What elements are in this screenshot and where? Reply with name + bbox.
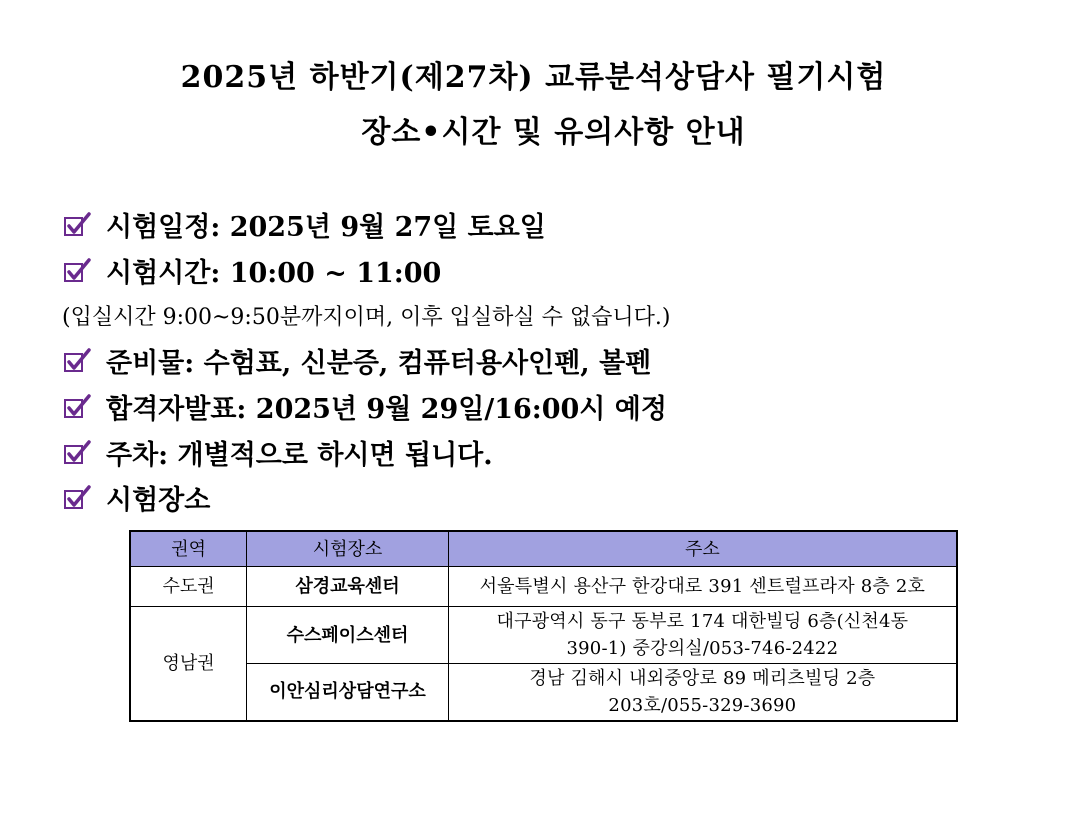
item-parking <box>62 432 493 472</box>
item-results <box>62 386 667 426</box>
checkbox-check-icon <box>62 255 92 285</box>
region-cell: 영남권 <box>130 607 247 721</box>
item-exam-time <box>62 250 441 290</box>
table-row <box>130 567 957 607</box>
address-line: 203호/055-329-3690 <box>608 694 797 716</box>
item-supplies <box>62 340 651 380</box>
checkbox-check-icon <box>62 437 92 467</box>
title-line-2: 장소•시간 및 유의사항 안내 <box>361 115 746 150</box>
exam-date-text: 시험일정: 2025년 9월 27일 토요일 <box>106 211 546 243</box>
venue-heading-text: 시험장소 <box>106 484 211 516</box>
header-venue: 시험장소 <box>247 531 449 567</box>
region-cell: 수도권 <box>130 567 247 607</box>
parking-text: 주차: 개별적으로 하시면 됩니다. <box>106 439 493 471</box>
address-line: 390-1) 중강의실/053-746-2422 <box>566 638 839 659</box>
address-line: 대구광역시 동구 동부로 174 대한빌딩 6층(신천4동 <box>496 611 909 632</box>
address-cell <box>448 567 957 607</box>
address-line: 경남 김해시 내외중앙로 89 메리츠빌딩 2층 <box>529 667 876 689</box>
venue-cell: 삼경교육센터 <box>247 567 449 607</box>
header-address: 주소 <box>448 531 957 567</box>
title-line-1: 2025년 하반기(제27차) 교류분석상담사 필기시험 <box>180 60 887 95</box>
results-text: 합격자발표: 2025년 9월 29일/16:00시 예정 <box>106 393 667 425</box>
address-cell <box>448 664 957 721</box>
table-header-row <box>130 531 957 567</box>
venue-table <box>129 530 958 722</box>
checkbox-check-icon <box>62 482 92 512</box>
checkbox-check-icon <box>62 345 92 375</box>
item-venue-heading <box>62 477 210 517</box>
entry-time-note: (입실시간 9:00~9:50분까지이며, 이후 입실하실 수 없습니다.) <box>62 305 671 330</box>
address-line: 서울특별시 용산구 한강대로 391 센트럴프라자 8층 2호 <box>479 576 926 597</box>
checkbox-check-icon <box>62 209 92 239</box>
checkbox-check-icon <box>62 391 92 421</box>
venue-cell: 이안심리상담연구소 <box>247 664 449 721</box>
venue-cell: 수스페이스센터 <box>247 607 449 664</box>
header-region: 권역 <box>130 531 247 567</box>
table-row <box>130 607 957 664</box>
item-exam-date <box>62 204 546 244</box>
supplies-text: 준비물: 수험표, 신분증, 컴퓨터용사인펜, 볼펜 <box>106 347 652 379</box>
exam-time-text: 시험시간: 10:00 ~ 11:00 <box>106 257 442 289</box>
address-cell <box>448 607 957 664</box>
table-row <box>130 664 957 721</box>
